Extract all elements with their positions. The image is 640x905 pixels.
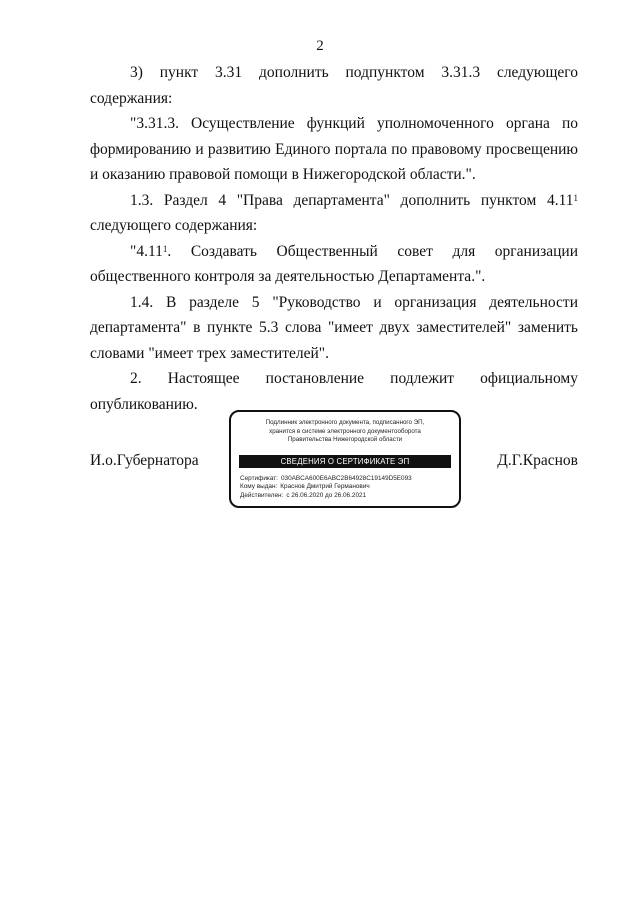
stamp-header-line: Подлинник электронного документа, подписанного ЭП, [265, 419, 425, 426]
paragraph-item-1-4: 1.4. В разделе 5 "Руководство и организация деятельности департамента" в пункте 5.3 слова "имеет двух заместителей" заменить словами "имеет трех заместителей". [90, 293, 578, 362]
superscript: 1 [573, 192, 578, 203]
valid-label: Действителен: [240, 491, 284, 499]
stamp-header-line: Правительства Нижегородской области [287, 436, 403, 444]
paragraph-item-2: 2. Настоящее постановление подлежит официальному опубликованию. [90, 370, 578, 413]
certificate-value: 030ABCA600E6ABC2B64928C19149D5E093 [280, 475, 412, 482]
paragraph-text: . Создавать Общественный совет для организации общественного контроля за деятельностью Департамента.". [90, 242, 578, 285]
superscript: 1 [162, 243, 168, 254]
paragraph-item-3: 3) пункт 3.31 дополнить подпунктом 3.31.3 следующего содержания: [90, 64, 578, 107]
paragraph-text: 1.3. Раздел 4 "Права департамента" дополнить пунктом 4.11 [130, 191, 574, 209]
valid-row [240, 492, 450, 500]
issued-to-value: Краснов Дмитрий Германович [280, 483, 370, 491]
stamp-header [231, 419, 459, 445]
valid-value: с 26.06.2020 до 26.06.2021 [286, 491, 367, 499]
stamp-banner: СВЕДЕНИЯ О СЕРТИФИКАТЕ ЭП [239, 455, 451, 468]
issued-to-row [240, 483, 450, 491]
paragraph-subitem-3-31-3: "3.31.3. Осуществление функций уполномоченного органа по формированию и развитию Единого портала по правовому просвещению и оказанию правовой помощи в Нижегородской области.". [90, 115, 578, 183]
paragraph-text: следующего содержания: [90, 217, 258, 234]
document-body [90, 60, 578, 417]
page-number: 2 [316, 38, 324, 54]
issued-to-label: Кому выдан: [240, 483, 278, 491]
signer-name: Д.Г.Краснов [497, 452, 578, 469]
paragraph-item-4-11 [90, 239, 578, 290]
stamp-header-line: хранится в системе электронного документооборота [269, 427, 421, 435]
signer-title: И.о.Губернатора [90, 452, 199, 469]
paragraph-text: "4.11 [130, 242, 163, 260]
certificate-label: Сертификат: [240, 475, 278, 482]
signature-block [90, 410, 578, 514]
certificate-details [240, 475, 450, 500]
paragraph-item-1-3 [90, 188, 578, 239]
electronic-signature-stamp [229, 410, 461, 508]
